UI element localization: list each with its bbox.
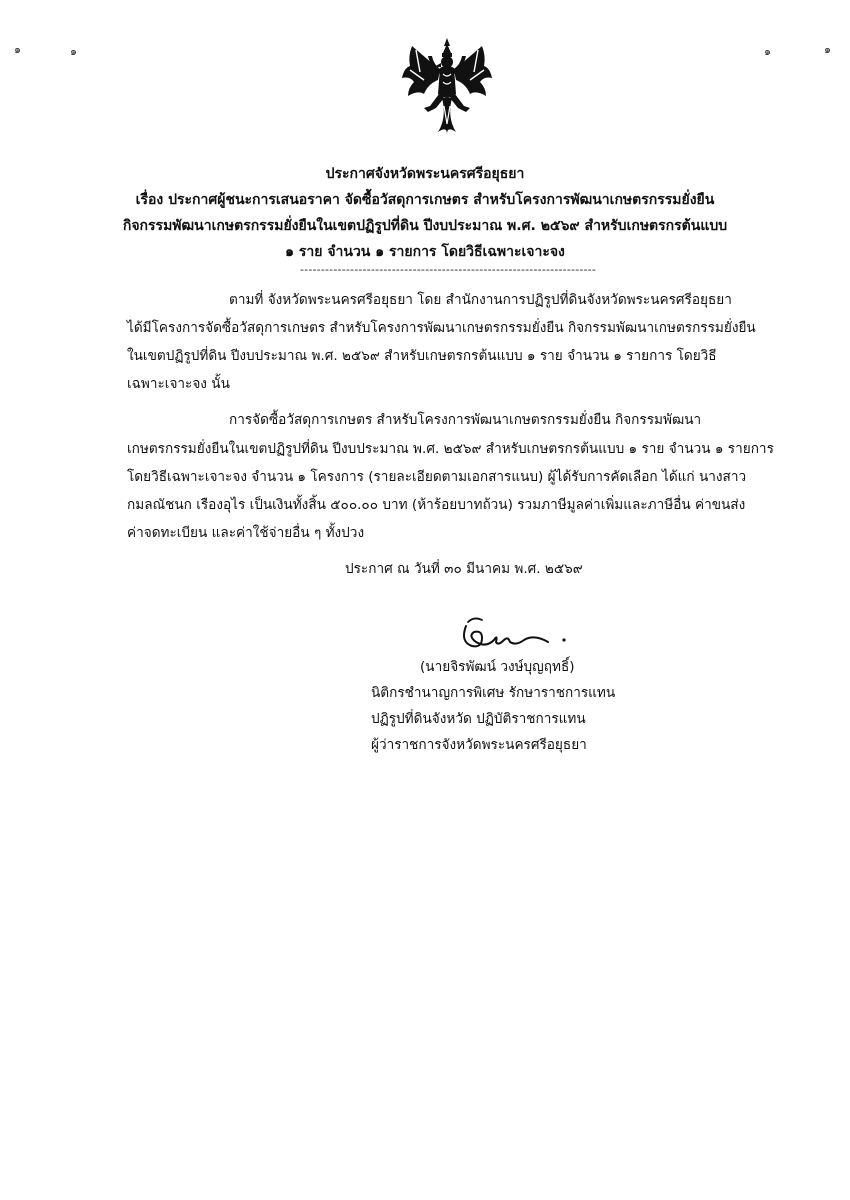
handwritten-signature bbox=[452, 612, 582, 660]
corner-mark-outer-right: ๑ bbox=[824, 43, 831, 56]
paragraph-2-line-4: กมลณัชนก เรืองอุไร เป็นเงินทั้งสิ้น ๕๐๐.๐๐ บาท (ห้าร้อยบาทถ้วน) รวมภาษีมูลค่าเพิ่มและภาษีอื่น ค่าขนส่ง bbox=[127, 497, 746, 513]
paragraph-2-line-2: เกษตรกรรมยั่งยืนในเขตปฏิรูปที่ดิน ปีงบประมาณ พ.ศ. ๒๕๖๙ สำหรับเกษตรกรต้นแบบ ๑ ราย จำนวน ๑ รายการ bbox=[127, 441, 774, 457]
signatory-name: (นายจิรพัฒน์ วงษ์บุญฤทธิ์) bbox=[420, 659, 575, 675]
paragraph-2-line-3: โดยวิธีเฉพาะเจาะจง จำนวน ๑ โครงการ (รายละเอียดตามเอกสารแนบ) ผู้ได้รับการคัดเลือก ได้แก่ นางสาว bbox=[127, 469, 747, 485]
heading-line-1: ประกาศจังหวัดพระนครศรีอยุธยา bbox=[325, 166, 525, 182]
paragraph-1-line-3: ในเขตปฏิรูปที่ดิน ปีงบประมาณ พ.ศ. ๒๕๖๙ สำหรับเกษตรกรต้นแบบ ๑ ราย จำนวน ๑ รายการ โดยวิธี bbox=[127, 348, 717, 364]
heading-line-2: เรื่อง ประกาศผู้ชนะการเสนอราคา จัดซื้อวัสดุการเกษตร สำหรับโครงการพัฒนาเกษตรกรรมยั่งยืน bbox=[135, 192, 715, 208]
paragraph-2-line-5: ค่าจดทะเบียน และค่าใช้จ่ายอื่น ๆ ทั้งปวง bbox=[127, 525, 365, 541]
signatory-position-2: ปฏิรูปที่ดินจังหวัด ปฏิบัติราชการแทน bbox=[371, 711, 586, 727]
heading-line-3: กิจกรรมพัฒนาเกษตรกรรมยั่งยืนในเขตปฏิรูปที่ดิน ปีงบประมาณ พ.ศ. ๒๕๖๙ สำหรับเกษตรกรต้นแบบ bbox=[122, 218, 728, 234]
separator-line: ----------------------------------------------------------------------- bbox=[300, 263, 597, 276]
corner-mark-outer-left: ๑ bbox=[14, 43, 21, 56]
paragraph-1-line-1: ตามที่ จังหวัดพระนครศรีอยุธยา โดย สำนักงานการปฏิรูปที่ดินจังหวัดพระนครศรีอยุธยา bbox=[229, 292, 732, 308]
heading-line-4: ๑ ราย จำนวน ๑ รายการ โดยวิธีเฉพาะเจาะจง bbox=[285, 244, 565, 260]
paragraph-1-line-4: เฉพาะเจาะจง นั้น bbox=[127, 376, 230, 392]
corner-mark-inner-left: ๑ bbox=[70, 45, 77, 58]
paragraph-2-line-1: การจัดซื้อวัสดุการเกษตร สำหรับโครงการพัฒนาเกษตรกรรมยั่งยืน กิจกรรมพัฒนา bbox=[229, 412, 702, 428]
signatory-position-1: นิติกรชำนาญการพิเศษ รักษาราชการแทน bbox=[371, 685, 616, 701]
paragraph-1-line-2: ได้มีโครงการจัดซื้อวัสดุการเกษตร สำหรับโครงการพัฒนาเกษตรกรรมยั่งยืน กิจกรรมพัฒนาเกษตรกรรมยั่งยืน bbox=[127, 320, 756, 336]
garuda-emblem-icon bbox=[398, 36, 496, 136]
announce-date: ประกาศ ณ วันที่ ๓๐ มีนาคม พ.ศ. ๒๕๖๙ bbox=[345, 561, 583, 577]
corner-mark-inner-right: ๑ bbox=[764, 45, 771, 58]
signatory-position-3: ผู้ว่าราชการจังหวัดพระนครศรีอยุธยา bbox=[371, 737, 587, 753]
